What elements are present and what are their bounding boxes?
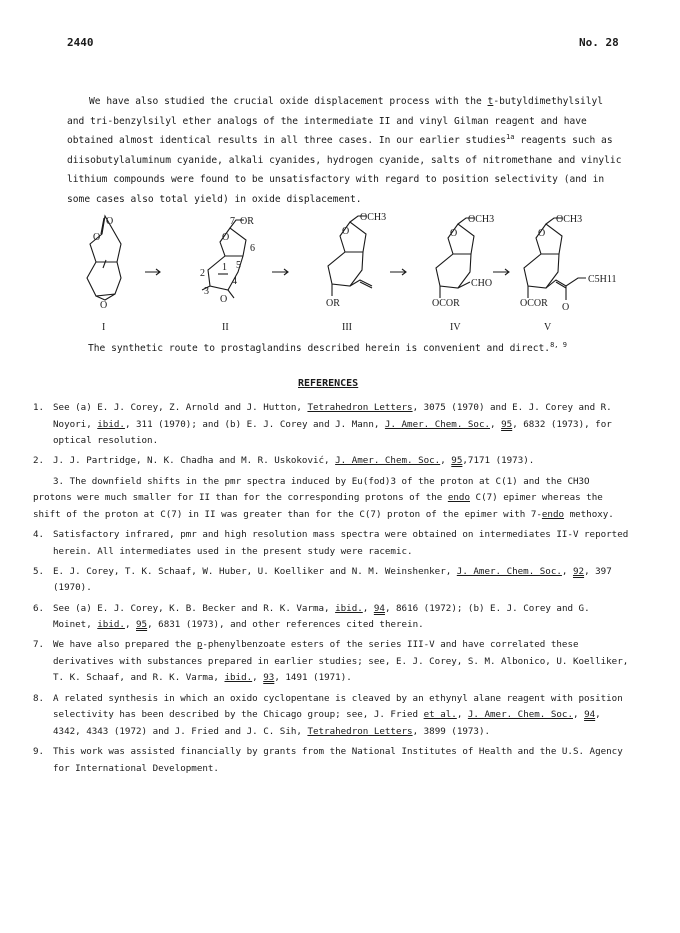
para-prefix: p — [196, 639, 203, 651]
atom-o-v-ring: O — [538, 228, 546, 239]
journal-title: Tetrahedron Letters — [307, 402, 413, 413]
atom-o-i-ring: O — [93, 232, 101, 243]
scheme-figure — [60, 210, 640, 340]
synthesis-scheme — [60, 210, 640, 340]
atom-o-ii-ring: O — [222, 232, 230, 243]
reference-4: 4. Satisfactory infrared, pmr and high resolution mass spectra were obtained on intermediates II-V reported herein. All intermediates used in the present study were racemic. — [33, 528, 629, 557]
journal-title: Tetrahedron Letters — [307, 725, 413, 737]
atom-o-v-ketone: O — [562, 302, 570, 313]
reference-number: 5. — [33, 565, 45, 577]
atom-o-iii-ring: O — [342, 226, 350, 237]
ibid-link: ibid. — [335, 602, 363, 614]
journal-title: J. Amer. Chem. Soc. — [467, 709, 573, 721]
caption-text: The synthetic route to prostaglandins described herein is convenient and direct. — [88, 343, 551, 355]
compound-iii-structure — [328, 216, 372, 296]
volume-number: 95 — [501, 418, 513, 430]
journal-title: J. Amer. Chem. Soc. — [456, 565, 562, 577]
journal-title: J. Amer. Chem. Soc. — [335, 455, 441, 467]
label-3: 3 — [204, 286, 209, 297]
et-al: et al. — [423, 709, 457, 721]
intro-text-2: -butyldimethylsilyl and tri-benzylsilyl ether analogs of the intermediate II and vinyl Gilman reagent and have obtained almost identical results in all three cases. In our earlier studies — [67, 96, 604, 147]
atom-o-i-epoxide: O — [100, 300, 108, 311]
label-compound-iii: III — [342, 322, 352, 333]
reference-number: 1. — [33, 402, 45, 413]
endo-term: endo — [541, 508, 565, 520]
compound-v-structure — [524, 218, 586, 300]
reference-9: 9. This work was assisted financially by grants from the National Institutes of Health and the U.S. Agency for International Development. — [33, 746, 623, 774]
label-compound-v: V — [544, 322, 552, 333]
atom-ocor-iv: OCOR — [432, 298, 460, 309]
label-1: 1 — [222, 262, 227, 273]
t-prefix: t — [487, 96, 494, 107]
caption-superscript: 8, 9 — [550, 341, 567, 349]
ibid-link: ibid. — [224, 672, 253, 684]
atom-o-iv-ring: O — [450, 228, 458, 239]
label-5: 5 — [236, 260, 241, 271]
volume-number: 93 — [263, 672, 275, 684]
label-compound-ii: II — [222, 322, 229, 333]
endo-term: endo — [447, 492, 470, 504]
volume-number: 94 — [373, 602, 385, 614]
reference-number: 4. — [33, 528, 45, 540]
atom-och3-v: OCH3 — [556, 214, 583, 225]
label-compound-iv: IV — [450, 322, 461, 333]
reference-number: 6. — [33, 602, 45, 614]
label-6: 6 — [250, 243, 255, 254]
ibid-link: ibid. — [97, 619, 125, 631]
references-heading: REFERENCES — [298, 378, 359, 389]
ibid-link: ibid. — [97, 418, 125, 430]
volume-number: 92 — [572, 565, 585, 577]
references-list — [33, 400, 633, 781]
reference-6: 6. See (a) E. J. Corey, K. B. Becker and R. K. Varma, ibid., 94, 8616 (1972); (b) E. J. Corey and G. Moinet, ibid., 95, 6831 (1973), and other references cited therein. — [33, 602, 590, 631]
reference-number: 2. — [33, 455, 45, 467]
atom-ocor-v: OCOR — [520, 298, 548, 309]
scheme-caption — [88, 341, 567, 354]
atom-cho-iv: CHO — [471, 278, 493, 289]
journal-title: J. Amer. Chem. Soc. — [384, 418, 491, 430]
label-2: 2 — [200, 268, 205, 279]
label-7: 7 — [230, 216, 235, 227]
journal-issue: No. 28 — [579, 36, 619, 49]
reaction-arrow-1 — [145, 269, 160, 275]
label-compound-i: I — [102, 322, 106, 333]
atom-or-ii: OR — [240, 216, 254, 227]
atom-o-ii-bottom: O — [220, 294, 228, 305]
reference-1: 1. See (a) E. J. Corey, Z. Arnold and J. Hutton, Tetrahedron Letters, 3075 (1970) and E. J. Corey and R. Noyori, ibid., 311 (1970); and (b) E. J. Corey and J. Mann, J. Amer. Chem. Soc., 95, 6832 (1973), for optical resolution. — [33, 402, 612, 447]
atom-o-i-top: O — [106, 216, 114, 227]
compound-i-structure — [87, 216, 121, 300]
intro-paragraph — [67, 92, 623, 210]
atom-c5h11-v: C5H11 — [588, 274, 617, 285]
reference-number: 8. — [33, 692, 45, 704]
atom-och3-iv: OCH3 — [468, 214, 495, 225]
reference-3: 3. The downfield shifts in the pmr spectra induced by Eu(fod)3 of the proton at C(1) and the CH3O protons were much smaller for II than for the corresponding protons of the endo C(7) epimer whereas the shift of the proton at C(7) in II was greater than for the C(7) proton of the epimer with 7-endo methoxy. — [33, 475, 614, 520]
volume-number: 95 — [451, 455, 463, 467]
atom-och3-iii: OCH3 — [360, 212, 387, 223]
reference-number: 9. — [33, 746, 45, 758]
volume-number: 94 — [584, 709, 596, 721]
reaction-arrow-4 — [493, 269, 509, 275]
atom-or-iii: OR — [326, 298, 340, 309]
reference-number: 3. — [53, 475, 65, 487]
reference-5: 5. E. J. Corey, T. K. Schaaf, W. Huber, U. Koelliker and N. M. Weinshenker, J. Amer. Chem. Soc., 92, 397 (1970). — [33, 565, 612, 594]
label-4: 4 — [232, 276, 237, 287]
intro-text-3: reagents such as diisobutylaluminum cyanide, alkali cyanides, hydrogen cyanide, salts of nitromethane and vinylic lithium compounds were found to be unsatisfactory with regard to position selectivity (and in some cases also total yield) in oxide displacement. — [67, 135, 622, 205]
page-number: 2440 — [67, 36, 94, 49]
reaction-arrow-3 — [390, 269, 406, 275]
reference-2: 2. J. J. Partridge, N. K. Chadha and M. R. Uskoković, J. Amer. Chem. Soc., 95,7171 (1973). — [33, 453, 633, 470]
reference-7: 7. We have also prepared the p-phenylbenzoate esters of the series III-V and have correlated these derivatives with substances prepared in earlier studies; see, E. J. Corey, S. M. Albonico, U. Koelliker, T. K. Schaaf, and R. K. Varma, ibid., 93, 1491 (1971). — [33, 639, 629, 684]
reaction-arrow-2 — [272, 269, 288, 275]
reference-8: 8. A related synthesis in which an oxido cyclopentane is cleaved by an ethynyl alane reagent with position selectivity has been described by the Chicago group; see, J. Fried et al., J. Amer. Chem. Soc., 94, 4342, 4343 (1972) and J. Fried and J. C. Sih, Tetrahedron Letters, 3899 (1973). — [33, 692, 623, 737]
intro-text-1: We have also studied the crucial oxide displacement process with the — [89, 96, 488, 107]
volume-number: 95 — [136, 619, 148, 631]
citation-superscript: 1a — [505, 133, 515, 141]
reference-number: 7. — [33, 639, 45, 651]
